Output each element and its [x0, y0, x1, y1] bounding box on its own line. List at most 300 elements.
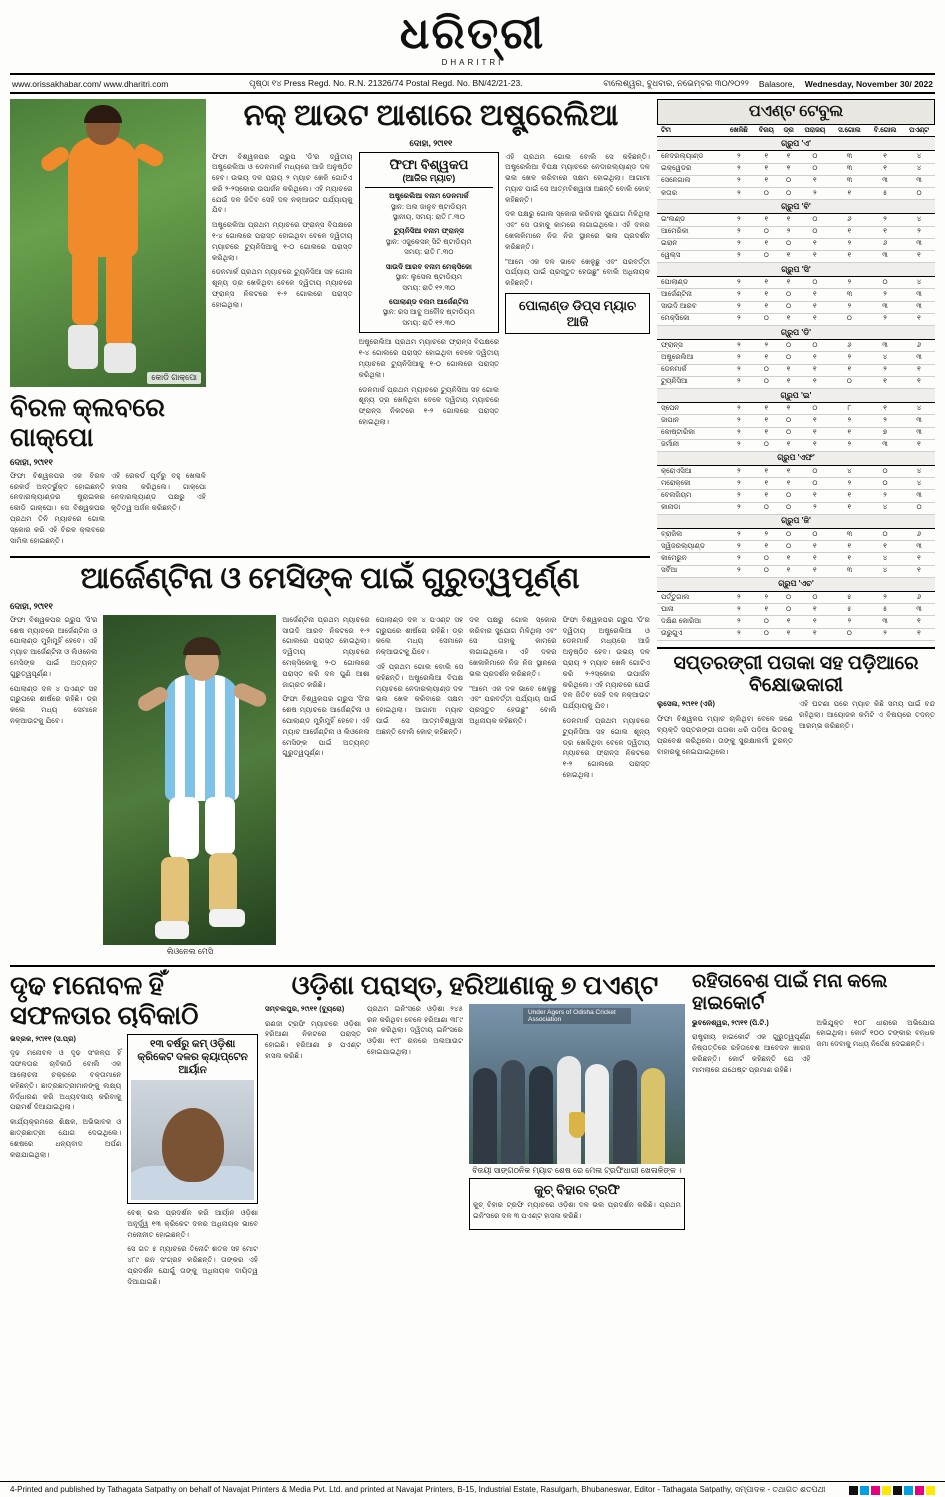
cell-draw: ୦ [779, 415, 798, 427]
cell-points: ୧ [903, 628, 935, 640]
cell-goals-against: ୦ [867, 277, 903, 289]
cell-lost: ୦ [798, 591, 831, 603]
fixtures-title: ଫିଫା ବିଶ୍ୱକପ [389, 156, 469, 172]
cell-draw: ୧ [779, 376, 798, 388]
cell-goals-for: ୧ [832, 490, 868, 502]
group-name: ଗ୍ରୁପ 'ବି' [657, 200, 935, 214]
cell-draw: ୨ [779, 226, 798, 238]
cell-team: ଆମେରିକା [657, 226, 724, 238]
cell-goals-against: ୩ [867, 175, 903, 187]
cell-draw: ୦ [779, 591, 798, 603]
cell-played: ୨ [724, 478, 753, 490]
cell-goals-against: ୩ [867, 340, 903, 352]
table-row [657, 226, 935, 238]
lead-block [10, 99, 650, 550]
color-swatch [926, 1486, 935, 1495]
table-row [657, 565, 935, 577]
lead-para-3: ଡେନମାର୍କ ପ୍ରଥମ ମ୍ୟାଚରେ ଟ୍ୟୁନିସିଆ ସହ ଗୋଲ ଶୂନ୍ୟ ଡ୍ର ଖେଳିଥିବା ବେଳେ ଦ୍ୱିତୀୟ ମ୍ୟାଚରେ ଫ୍ରାନ୍ସ ନିକଟରେ ୧-୨ ଗୋଲରେ ପରାସ୍ତ ହୋଇଥିଲା। [212, 267, 353, 309]
headline-bottom-mid: ଓଡ଼ିଶା ପରାସ୍ତ, ହରିଆଣାକୁ ୭ ପଏଣ୍ଟ [291, 970, 659, 1000]
cell-played: ୨ [724, 289, 753, 301]
masthead-subtitle: DHARITRI [441, 58, 504, 67]
cell-played: ୨ [724, 250, 753, 262]
cell-lost: ୧ [798, 553, 831, 565]
fixture-time: ସ୍ଥାନୀୟ, ସମୟ: ରାତି ୮.୩୦ [392, 211, 465, 221]
col-points: ପଏଣ୍ଟ [903, 125, 935, 137]
table-row [657, 628, 935, 640]
cell-played: ୨ [724, 565, 753, 577]
poland-box [505, 293, 650, 334]
headline-messi: ଆର୍ଜେଣ୍ଟିନା ଓ ମେସିଙ୍କ ପାଇଁ ଗୁରୁତ୍ୱପୂର୍ଣ୍ଣ [80, 562, 580, 596]
cell-won: ୦ [754, 313, 780, 325]
table-row [657, 502, 935, 514]
cell-goals-for: ୪ [832, 466, 868, 478]
cell-draw: ୧ [779, 403, 798, 415]
kutch-box-para: କୁଚ୍ ବିହାର ଟ୍ରଫି ମ୍ୟାଚରେ ଓଡ଼ିଶା ଦଳ ଭଲ ପ୍ରଦର୍ଶନ କରିଛି। ପ୍ରଥମ ଇନିଂସରେ ଦଳ ୩ ପଏଣ୍ଟ ହାସଲ କରିଛି। [472, 1200, 681, 1221]
table-row [657, 340, 935, 352]
gakpo-para-2: ଏହି ରେକର୍ଡ ପୂର୍ବରୁ ବହୁ ଖେଳାଳି ହାସଲ କରିଥିଲେ। ଗାକ୍‌ପୋ ନେଦାରଲ୍ୟାଣ୍ଡ ପକ୍ଷରୁ ଏହି କୃତିତ୍ୱ ଅର୍ଜନ କରିଛନ୍ତି। [111, 470, 206, 513]
cell-team: ଫ୍ରାନ୍ସ [657, 340, 724, 352]
table-row [657, 403, 935, 415]
cell-played: ୨ [724, 628, 753, 640]
cell-team: କତାର [657, 187, 724, 199]
cell-played: ୨ [724, 313, 753, 325]
points-table-group-header [657, 326, 935, 340]
headline-lead: ନକ୍ ଆଉଟ ଆଶାରେ ଅଷ୍ଟ୍ରେଲିଆ [243, 99, 619, 132]
cell-team: ଅଷ୍ଟ୍ରେଲିଆ [657, 352, 724, 364]
cell-won: ୧ [754, 163, 780, 175]
photo-caption-gakpo: କୋଡି ଗାକ୍‌ପୋ [147, 372, 201, 384]
cell-team: ବେଲଜିୟମ [657, 490, 724, 502]
cell-lost: ୧ [798, 616, 831, 628]
website-url[interactable]: www.orissakhabar.com/ www.dharitri.com [12, 78, 169, 89]
table-row [657, 175, 935, 187]
cell-goals-for: ୧ [832, 541, 868, 553]
cell-draw: ୦ [779, 187, 798, 199]
messi-para-2: ଆର୍ଜେଣ୍ଟିନା ପ୍ରଥମ ମ୍ୟାଚରେ ସାଉଦି ଆରବ ନିକଟରେ ୧-୨ ଗୋଲରେ ପରାସ୍ତ ହୋଇଥିଲା। ଦ୍ୱିତୀୟ ମ୍ୟାଚରେ ମେକ୍ସିକୋକୁ ୨-୦ ଗୋଲରେ ପରାସ୍ତ କରି ଦଳ ପୁଣି ଆଶା ଜାଗ୍ରତ କରିଛି। [282, 614, 370, 689]
cell-draw: ୧ [779, 628, 798, 640]
cell-lost: ୧ [798, 313, 831, 325]
cell-points: ୪ [903, 466, 935, 478]
lead-right-stack [212, 99, 650, 550]
fixture-time: ସମୟ: ରାତି ୧୨.୩୦ [402, 282, 456, 292]
fixture-item [365, 262, 494, 293]
cell-points: ୩ [903, 289, 935, 301]
cell-played: ୨ [724, 151, 753, 163]
fixture-time: ସମୟ: ରାତି ୮.୩୦ [404, 247, 454, 257]
fixture-venue: ସ୍ଥାନ: ଅଲ ଜାନୁବ ଷ୍ଟାଡିୟମ [390, 201, 467, 211]
points-table-group-header [657, 451, 935, 465]
cell-team: ଘାନା [657, 604, 724, 616]
dateline-flag: ଲୁସେଲ, ୨୯ା୧୧ (ଏଜି) [657, 699, 715, 709]
cell-played: ୨ [724, 238, 753, 250]
fixture-item [365, 191, 494, 222]
photo-messi [103, 615, 276, 945]
cell-team: ସ୍ୱିଜରଲ୍ୟାଣ୍ଡ [657, 541, 724, 553]
place-odia: ବାଲେଶ୍ୱର, ବୁଧବାର, ନଭେମ୍ବର ୩୦/୨୦୨୨ [603, 78, 749, 88]
cell-draw: ୦ [779, 340, 798, 352]
cell-lost: ୧ [798, 301, 831, 313]
bottom-mid-para-2: ପ୍ରଥମ ଇନିଂସରେ ଓଡ଼ିଶା ୨୪୫ ରନ କରିଥିବା ବେଳେ ହରିଆଣା ୩୮୯ ରନ କରିଥିଲା। ଦ୍ୱିତୀୟ ଇନିଂସରେ ଓଡ଼ିଶା ୧୯୮ ରନରେ ଅଲଆଉଟ ହୋଇଯାଇଥିଲା। [366, 1003, 463, 1056]
kutch-box [469, 1178, 685, 1230]
cell-points: ୧ [903, 376, 935, 388]
table-row [657, 250, 935, 262]
cell-won: ୧ [754, 403, 780, 415]
cell-lost: ୧ [798, 352, 831, 364]
cell-goals-against: ୩ [867, 301, 903, 313]
team-photo-caption: ବିଜୟୀ ସାଙ୍ଗଠନିକ ମ୍ୟାଚ ଶେଷ ରେ ମେଳା ଟ୍ରଫିଧାରୀ ଖେଳାଳିଙ୍କ । [472, 1165, 682, 1175]
cell-goals-for: ୨ [832, 238, 868, 250]
cell-points: ୩ [903, 427, 935, 439]
col-played: ଖେଳିଛି [724, 125, 753, 137]
cell-goals-against: ୩ [867, 616, 903, 628]
group-name: ଗ୍ରୁପ 'ଏଫ' [657, 451, 935, 465]
cell-points: ୦ [903, 187, 935, 199]
cell-won: ୦ [754, 187, 780, 199]
fixture-time: ସମୟ: ରାତି ୧୨.୩୦ [402, 317, 456, 327]
cell-team: ମେକ୍ସିକୋ [657, 313, 724, 325]
points-table-group-header [657, 200, 935, 214]
cell-points: ୧ [903, 439, 935, 451]
table-row [657, 591, 935, 603]
cell-lost: ୦ [798, 340, 831, 352]
cell-draw: ୧ [779, 163, 798, 175]
masthead-title: ଧରିତ୍ରୀ [399, 9, 546, 58]
cell-won: ୨ [754, 591, 780, 603]
cell-lost: ୦ [798, 226, 831, 238]
cell-won: ୨ [754, 529, 780, 541]
cell-team: ପୋଲାଣ୍ଡ [657, 277, 724, 289]
cell-goals-against: ୩ [867, 439, 903, 451]
cell-draw: ୧ [779, 250, 798, 262]
flag-para-2: ଏହି ଘଟଣା ପରେ ମ୍ୟାଚ କିଛି ସମୟ ପାଇଁ ବନ୍ଦ ରହିଥିଲା। ଆୟୋଜକ କମିଟି ଏ ବିଷୟରେ ତଦନ୍ତ ଆରମ୍ଭ କରିଛନ୍ତି। [799, 699, 935, 730]
cell-played: ୨ [724, 591, 753, 603]
player-box-title: ୧୩ ବର୍ଷରୁ କମ୍ ଓଡ଼ିଶା କ୍ରିକେଟ ଦଳର କ୍ୟାପ୍ଟେନ ଆର୍ୟାନ [137, 1038, 248, 1076]
fixture-venue: ସ୍ଥାନ: ଏଜୁକେସନ୍ ସିଟି ଷ୍ଟାଡିୟମ [385, 236, 472, 246]
table-row [657, 238, 935, 250]
cell-played: ୨ [724, 427, 753, 439]
page-footer [0, 1481, 945, 1497]
cell-draw: ୦ [779, 175, 798, 187]
cell-won: ୦ [754, 226, 780, 238]
cell-goals-for: ୦ [832, 628, 868, 640]
cell-points: ୩ [903, 541, 935, 553]
cell-team: କ୍ରୋଏସିଆ [657, 466, 724, 478]
table-row [657, 301, 935, 313]
bottom-right-para-1: ରାଷ୍ଟ୍ରୀୟ ହାଇକୋର୍ଟ ଏକ ଗୁରୁତ୍ୱପୂର୍ଣ୍ଣ ନିଷ୍ପତ୍ତିରେ ରହିତାବେଶ ଆବେଦନ ଖାରଜ କରିଛନ୍ତି। କୋର୍ଟ କହିଛନ୍ତି ଯେ ଏହି ମାମଲାରେ ଯଥେଷ୍ଟ ପ୍ରମାଣ ରହିଛି। [691, 1032, 811, 1074]
group-name: ଗ୍ରୁପ 'ଜି' [657, 514, 935, 528]
bottom-right-article [692, 971, 935, 1292]
cell-goals-against: ୬ [867, 238, 903, 250]
bottom-right-para-2: ଅଭିଯୁକ୍ତ ୧୦୮ ଧାରାରେ ଅଭିଯୋଗ ହୋଇଥିଲା। କୋର୍ଟ ୧୦୦ ଟଙ୍କାର ବନ୍ଧକ ଜମା ଦେବାକୁ ମଧ୍ୟ ନିର୍ଦ୍ଦେଶ ଦେଇଛନ୍ତି। [816, 1017, 935, 1049]
cell-team: ପର୍ତ୍ତୁଗାଲ [657, 591, 724, 603]
cell-draw: ୦ [779, 604, 798, 616]
cell-lost: ୦ [798, 163, 831, 175]
cell-lost: ୦ [798, 151, 831, 163]
cell-points: ୩ [903, 301, 935, 313]
cell-draw: ୧ [779, 364, 798, 376]
cell-won: ୧ [754, 175, 780, 187]
cell-played: ୨ [724, 175, 753, 187]
cell-lost: ୧ [798, 415, 831, 427]
cell-goals-for: ୨ [832, 439, 868, 451]
cell-goals-for: ୮ [832, 403, 868, 415]
cell-goals-against: ୧ [867, 403, 903, 415]
cell-draw: ୧ [779, 466, 798, 478]
points-table-group-header [657, 263, 935, 277]
cell-won: ୦ [754, 376, 780, 388]
cell-team: କୋଷ୍ଟାରିକା [657, 427, 724, 439]
cell-draw: ୦ [779, 352, 798, 364]
cell-played: ୨ [724, 352, 753, 364]
dateline-bottom-mid: ସମ୍ବଲପୁର, ୨୯ା୧୧ (ବ୍ୟୁରୋ) [264, 1003, 345, 1013]
cell-goals-against: ୨ [867, 289, 903, 301]
cell-goals-against: ୭ [867, 427, 903, 439]
points-table-header-row [657, 125, 935, 137]
cell-goals-for: ୫ [832, 604, 868, 616]
cell-goals-for: ୧ [832, 364, 868, 376]
cell-won: ୦ [754, 553, 780, 565]
messi-para-1: ଫିଫା ବିଶ୍ୱକପର ଗ୍ରୁପ 'ସି'ର ଶେଷ ମ୍ୟାଚରେ ଆର୍ଜେଣ୍ଟିନା ଓ ପୋଲାଣ୍ଡ ମୁହାଁମୁହିଁ ହେବେ। ଏହି ମ୍ୟାଚ ଆର୍ଜେଣ୍ଟିନା ଓ ଲିଓନେଲ ମେସିଙ୍କ ପାଇଁ ଅତ୍ୟନ୍ତ ଗୁରୁତ୍ୱପୂର୍ଣ୍ଣ। [10, 614, 98, 678]
flag-para-1: ଫିଫା ବିଶ୍ୱକପ ମ୍ୟାଚ ଚାଲିଥିବା ବେଳେ ଜଣେ ବ୍ୟକ୍ତି ସପ୍ତରଙ୍ଗୀ ପତାକା ଧରି ପଡ଼ିଆ ଭିତରକୁ ପ୍ରବେଶ କରିଥିଲେ। ତାଙ୍କୁ ସୁରକ୍ଷାକର୍ମୀ ତୁରନ୍ତ ବାହାରକୁ ନେଇଯାଇଥିଲେ। [657, 714, 793, 756]
cell-points: ୦ [903, 502, 935, 514]
cell-lost: ୧ [798, 541, 831, 553]
table-row [657, 313, 935, 325]
lead-para-2: ଅଷ୍ଟ୍ରେଲିଆ ପ୍ରଥମ ମ୍ୟାଚରେ ଫ୍ରାନ୍ସ ବିପକ୍ଷରେ ୧-୪ ଗୋଲରେ ପରାସ୍ତ ହୋଇଥିବା ବେଳେ ଦ୍ୱିତୀୟ ମ୍ୟାଚରେ ଟ୍ୟୁନିସିଆକୁ ୧-୦ ଗୋଲରେ ପରାସ୍ତ କରିଥିଲା। [212, 220, 353, 262]
place-english: Balasore, [758, 78, 795, 89]
cell-won: ୧ [754, 490, 780, 502]
cell-points: ୧ [903, 313, 935, 325]
cell-won: ୦ [754, 616, 780, 628]
points-table-group-header [657, 388, 935, 402]
table-row [657, 376, 935, 388]
cell-played: ୨ [724, 277, 753, 289]
cell-won: ୧ [754, 301, 780, 313]
color-swatch [915, 1486, 924, 1495]
kutch-box-title: କୁଚ୍ ବିହାର ଟ୍ରଫି [534, 1181, 620, 1197]
cell-goals-against: ୨ [867, 364, 903, 376]
bottom-mid-para-1: ରଣଜୀ ଟ୍ରଫି ମ୍ୟାଚରେ ଓଡ଼ିଶା ହରିଆଣା ନିକଟରେ ପରାସ୍ତ ହୋଇଛି। ହରିଆଣା ୭ ପଏଣ୍ଟ ହାସଲ କରିଛି। [264, 1018, 361, 1060]
cell-team: ୱେଲ୍‌ସ [657, 250, 724, 262]
messi-col-1 [10, 615, 97, 959]
dateline-gakpo: ଦୋହା, ୨୯ା୧୧ [10, 456, 53, 467]
cell-goals-for: ୨ [832, 616, 868, 628]
cell-lost: ୦ [798, 478, 831, 490]
cell-points: ୪ [903, 163, 935, 175]
cell-played: ୨ [724, 616, 753, 628]
messi-col-4 [469, 615, 556, 959]
lead-col-1 [212, 152, 353, 432]
cell-played: ୨ [724, 301, 753, 313]
cell-lost: ୨ [798, 502, 831, 514]
cell-lost: ୧ [798, 565, 831, 577]
cell-lost: ୧ [798, 238, 831, 250]
cell-goals-for: ୧ [832, 553, 868, 565]
cell-won: ୦ [754, 565, 780, 577]
fixture-venue: ସ୍ଥାନ: ରସ ଆବୁ ଅବୌଦ ଷ୍ଟାଡିୟମ [382, 307, 475, 317]
player-photo [131, 1080, 254, 1200]
cell-played: ୨ [724, 403, 753, 415]
cell-lost: ୧ [798, 376, 831, 388]
color-swatch [849, 1486, 858, 1495]
col-goals-against: ବି.ଗୋଲ [867, 125, 903, 137]
cell-played: ୨ [724, 376, 753, 388]
cell-won: ୦ [754, 439, 780, 451]
cell-points: ୪ [903, 214, 935, 226]
messi-para-4: ଏହି ପ୍ରଥମ ଗୋଲ ବୋଲି ସେ କହିଛନ୍ତି। ଅଷ୍ଟ୍ରେଲିଆ ବିପକ୍ଷ ମ୍ୟାଚରେ ନେଦାରଲ୍ୟାଣ୍ଡ ଦଳ ଭଲ ଖେଳ କରିବାରେ ସକ୍ଷମ ହୋଇଥିଲା। ଆଗାମୀ ମ୍ୟାଚ ପାଇଁ ସେ ଆତ୍ମବିଶ୍ୱାସୀ ଅଛନ୍ତି ବୋଲି କୋଚ୍ କହିଛନ୍ତି। [375, 662, 464, 736]
center-para-2: ଦଳ ପକ୍ଷରୁ ଗୋଲ ସ୍କୋର କରିବାର ସୁଯୋଗ ମିଳିଥିଲା ଏବଂ ସେ ତାହାକୁ କାମରେ ଲଗାଇଥିଲେ। ଏହି ଦଳର ଖେଳାଳିମାନେ ନିଜ ନିଜ ସ୍ଥାନରେ ଭଲ ପ୍ରଦର୍ଶନ କରିଛନ୍ତି। [505, 209, 650, 251]
cell-goals-for: ୨ [832, 415, 868, 427]
bottom-left-article [10, 971, 258, 1292]
cell-points: ୧ [903, 616, 935, 628]
col-team: ଟିମ [657, 125, 724, 137]
cell-played: ୨ [724, 553, 753, 565]
cell-team: ଇଂଲଣ୍ଡ [657, 214, 724, 226]
messi-col-5 [563, 615, 650, 959]
color-swatch [893, 1486, 902, 1495]
cell-won: ୦ [754, 628, 780, 640]
regd-info: ପୃଷ୍ଠା ୧୪ Press Regd. No. R.N. 21326/74 Postal Regd. No. BN/42/21-23. [249, 78, 523, 88]
cell-won: ୧ [754, 466, 780, 478]
cell-lost: ୧ [798, 364, 831, 376]
table-row [657, 163, 935, 175]
cell-goals-against: ୪ [867, 553, 903, 565]
table-row [657, 529, 935, 541]
masthead [10, 6, 935, 69]
lead-col2-para-2: ଡେନମାର୍କ ପ୍ରଥମ ମ୍ୟାଚରେ ଟ୍ୟୁନିସିଆ ସହ ଗୋଲ ଶୂନ୍ୟ ଡ୍ର ଖେଳିଥିବା ବେଳେ ଦ୍ୱିତୀୟ ମ୍ୟାଚରେ ଫ୍ରାନ୍ସ ନିକଟରେ ୧-୨ ଗୋଲରେ ପରାସ୍ତ ହୋଇଥିଲା। [358, 384, 500, 426]
cell-draw: ୧ [779, 553, 798, 565]
table-row [657, 352, 935, 364]
cell-won: ୦ [754, 364, 780, 376]
points-table [657, 125, 935, 641]
fixture-teams: ଅଷ୍ଟ୍ରେଲିଆ ବନାମ ଡେନମାର୍କ [389, 191, 469, 201]
table-row [657, 616, 935, 628]
table-row [657, 364, 935, 376]
cell-draw: ୦ [779, 502, 798, 514]
table-row [657, 541, 935, 553]
cell-played: ୨ [724, 364, 753, 376]
table-row [657, 553, 935, 565]
headline-flag: ସପ୍ତରଙ୍ଗୀ ପତାକା ସହ ପଡ଼ିଆରେ ବିକ୍ଷୋଭକାରୀ [673, 652, 919, 696]
cell-goals-against: ୨ [867, 490, 903, 502]
cell-goals-for: ୨ [832, 352, 868, 364]
cell-lost: ୦ [798, 277, 831, 289]
cell-lost: ୦ [798, 466, 831, 478]
cell-points: ୧ [903, 250, 935, 262]
cell-points: ୩ [903, 352, 935, 364]
fixture-item [365, 297, 494, 328]
player-box [127, 1034, 258, 1292]
fixture-item [365, 226, 494, 257]
cell-points: ୩ [903, 415, 935, 427]
cell-goals-for: ୬ [832, 214, 868, 226]
fixtures-subtitle: (ଆଜିର ମ୍ୟାଚ) [402, 173, 456, 184]
cell-goals-against: ୨ [867, 313, 903, 325]
lead-para-1: ଫିଫା ବିଶ୍ୱକପର ଗ୍ରୁପ 'ଡି'ର ଦ୍ୱିତୀୟ ଅଷ୍ଟ୍ରେଲିଆ ଓ ଡେନମାର୍କ ମଧ୍ୟରେ ଆଜି ଅନୁଷ୍ଠିତ ହେବ। ଉଭୟ ଦଳ ପ୍ରାୟ ୨ ମ୍ୟାଚ ଖେଳି ଗୋଟିଏ କରି ୨-୨ସ୍କୋର ଉପାର୍ଜନ କରିଥିଲେ। ଏହି ମ୍ୟାଚରେ ଯେଉଁ ଦଳ ଜିତିବ ସେହି ଦଳ ନକ୍‌ଆଉଟ ପର୍ଯ୍ୟାୟକୁ ଯିବ। [212, 151, 353, 215]
cell-team: ସେନେଗାଲ [657, 175, 724, 187]
points-table-title: ପଏଣ୍ଟ ଟେବୁଲ [657, 99, 935, 125]
dateline-messi: ଦୋହା, ୨୯ା୧୧ [10, 600, 53, 611]
messi-col-3 [376, 615, 463, 959]
headline-bottom-left: ଦୃଢ ମନୋବଳ ହିଁ ସଫଳତାର ଚାବିକାଠି [10, 970, 199, 1030]
dateline-bottom-right: ଭୁବନେଶ୍ୱର, ୨୯ା୧୧ (ପି.ଟି.) [691, 1017, 769, 1027]
points-table-column [657, 99, 935, 959]
cell-lost: ୧ [798, 250, 831, 262]
points-table-group-header [657, 514, 935, 528]
table-row [657, 415, 935, 427]
lead-left-stack [10, 99, 206, 550]
cell-played: ୨ [724, 187, 753, 199]
main-column [10, 99, 650, 959]
cell-draw: ୧ [779, 565, 798, 577]
cell-team: ବ୍ରାଜିଲ [657, 529, 724, 541]
group-name: ଗ୍ରୁପ 'ଇ' [657, 388, 935, 402]
table-row [657, 187, 935, 199]
cell-won: ୧ [754, 238, 780, 250]
cell-won: ୧ [754, 277, 780, 289]
cell-points: ୨ [903, 226, 935, 238]
team-photo-wrap [469, 1004, 685, 1234]
fixture-venue: ସ୍ଥାନ: ଲୁସେଲ ଷ୍ଟାଡିୟମ [395, 272, 463, 282]
cell-won: ୦ [754, 502, 780, 514]
cell-played: ୨ [724, 415, 753, 427]
team-photo-banner: Under Agers of Odisha Cricket Association [523, 1008, 631, 1024]
points-table-group-header [657, 577, 935, 591]
group-name: ଗ୍ରୁପ 'ଡି' [657, 326, 935, 340]
cell-points: ୩ [903, 175, 935, 187]
fixtures-box [359, 152, 500, 334]
bottom-left-para-2: କାର୍ଯ୍ୟକ୍ରମରେ ଶିକ୍ଷକ, ଅଭିଭାବକ ଓ ଛାତ୍ରଛାତ୍ରୀ ଯୋଗ ଦେଇଥିଲେ। ଶେଷରେ ଧନ୍ୟବାଦ ଅର୍ପଣ କରାଯାଇଥିଲା। [10, 1117, 122, 1159]
cell-draw: ୧ [779, 478, 798, 490]
messi-para-3: ପୋଲାଣ୍ଡ ଦଳ ୪ ପଏଣ୍ଟ ସହ ଗ୍ରୁପରେ ଶୀର୍ଷରେ ରହିଛି। ଡ୍ର କଲେ ମଧ୍ୟ ସେମାନେ ନକ୍‌ଆଉଟକୁ ଯିବେ। [10, 683, 98, 726]
cell-lost: ୧ [798, 490, 831, 502]
cell-goals-for: ୨ [832, 277, 868, 289]
cell-played: ୨ [724, 226, 753, 238]
cell-team: କାନାଡା [657, 502, 724, 514]
cell-won: ୧ [754, 151, 780, 163]
table-row [657, 289, 935, 301]
table-row [657, 490, 935, 502]
cell-won: ୧ [754, 478, 780, 490]
col-draw: ଡ୍ର [779, 125, 798, 137]
messi-para-1b: ଫିଫା ବିଶ୍ୱକପର ଗ୍ରୁପ 'ସି'ର ଶେଷ ମ୍ୟାଚରେ ଆର୍ଜେଣ୍ଟିନା ଓ ପୋଲାଣ୍ଡ ମୁହାଁମୁହିଁ ହେବେ। ଏହି ମ୍ୟାଚ ଆର୍ଜେଣ୍ଟିନା ଓ ଲିଓନେଲ ମେସିଙ୍କ ପାଇଁ ଅତ୍ୟନ୍ତ ଗୁରୁତ୍ୱପୂର୍ଣ୍ଣ। [282, 694, 370, 758]
cell-goals-for: ୩ [832, 565, 868, 577]
fixture-teams: ସାଉଦି ଆରବ ବନାମ ମେକ୍ସିକୋ [385, 261, 472, 271]
lead-col-2 [359, 337, 500, 427]
col-lost: ପରାଜୟ [798, 125, 831, 137]
cell-team: ନେଦରଲ୍ୟାଣ୍ଡ [657, 151, 724, 163]
headline-bottom-right: ରହିତାବେଶ ପାଇଁ ମନା କଲେ ହାଇକୋର୍ଟ [691, 970, 888, 1014]
cell-goals-for: ୧ [832, 226, 868, 238]
dateline-lead: ଦୋହା, ୨୯ା୧୧ [409, 137, 453, 148]
col-won: ବିଜୟ [754, 125, 780, 137]
cell-goals-against: ୫ [867, 187, 903, 199]
cell-points: ୩ [903, 238, 935, 250]
cell-draw: ୦ [779, 529, 798, 541]
cell-goals-for: ୧ [832, 187, 868, 199]
player-box-para-1: ବେଶ୍ ଭଲ ପ୍ରଦର୍ଶନ କରି ଆର୍ୟାନ ଓଡ଼ିଶା ଅନୂର୍ଦ୍ଧ୍ୱ ୧୩ କ୍ରିକେଟ ଦଳର ଅଧିନାୟକ ଭାବେ ମନୋନୀତ ହୋଇଛନ୍ତି। [127, 1208, 258, 1239]
cell-team: ଜାପାନ [657, 415, 724, 427]
cell-points: ୪ [903, 403, 935, 415]
cell-draw: ୧ [779, 151, 798, 163]
cell-goals-against: ୦ [867, 478, 903, 490]
cell-goals-for: ୬ [832, 340, 868, 352]
cell-lost: ୧ [798, 175, 831, 187]
cell-goals-for: ୩ [832, 163, 868, 175]
group-name: ଗ୍ରୁପ 'ସି' [657, 263, 935, 277]
cell-goals-for: ୩ [832, 151, 868, 163]
cell-draw: ୧ [779, 277, 798, 289]
cell-goals-against: ୪ [867, 565, 903, 577]
